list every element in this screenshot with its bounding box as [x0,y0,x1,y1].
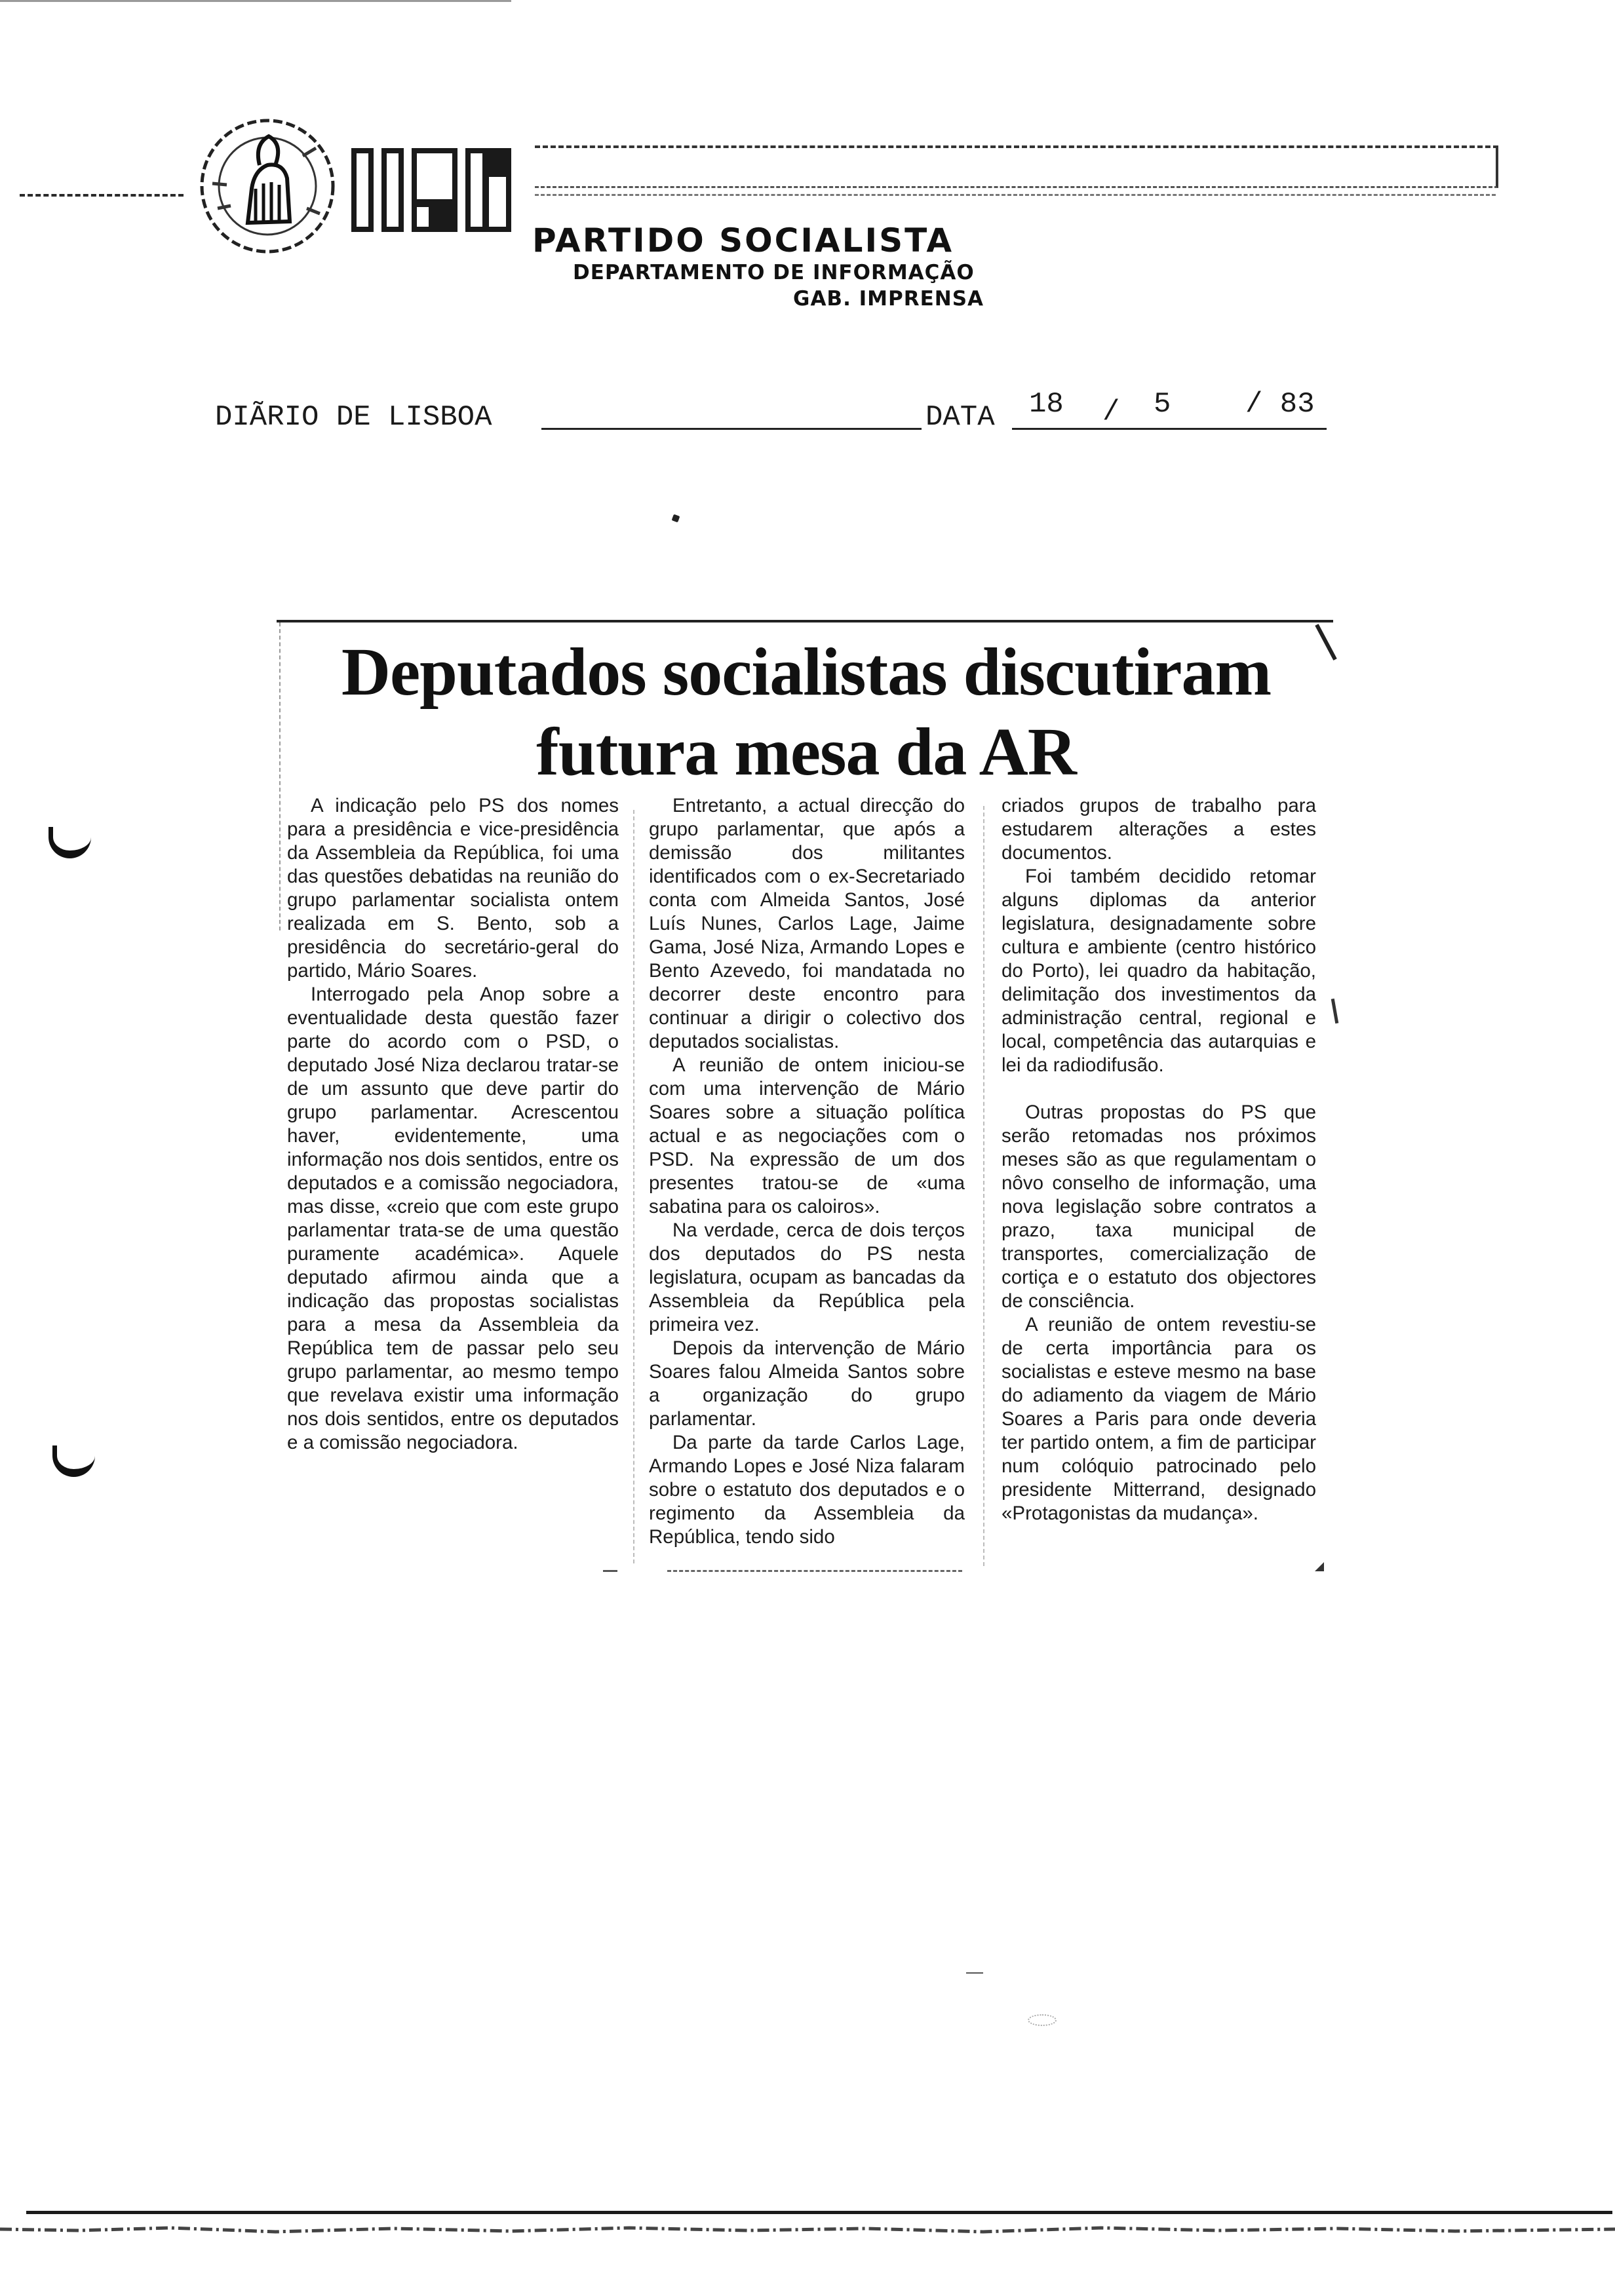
paragraph: Foi também decidido retomar alguns diplomas da anterior legislatura, designadamente sobre cultura e ambiente (centro histórico do Porto), lei quadro da habitação, delimitação dos investimentos da administração central, regional e local, competência das autarquias e lei da radiodifusão. [1002,866,1316,1076]
punch-hole-mark-icon [52,1445,95,1477]
clipping-top-edge [277,620,1333,622]
fist-rose-emblem-icon [191,110,343,262]
paragraph: Interrogado pela Anop sobre a eventualidade desta questão fazer parte do acordo com o PSD, o deputado José Niza declarou tratar-se de um assunto que deve partir do grupo parlamentar. Acrescentou haver, evidentemente, uma informação nos dois sentidos, entre os deputados e a comissão negociadora, mas disse, «creio que com este grupo parlamentar trata-se de uma questão puramente académica». Aquele deputado afirmou ainda que a indicação das propostas socialistas para a mesa da Assembleia da República tem de passar pelo seu grupo parlamentar, ao mesmo tempo que revelava existir uma informação nos dois sentidos, entre os deputados e a comissão negociadora. [287,984,619,1453]
article-headline-line-2: futura mesa da AR [536,714,1076,790]
column-end-mark [667,1570,962,1572]
date-day: 18 [1029,388,1064,421]
letterhead-frame [535,145,1498,188]
publication-name: DIÃRIO DE LISBOA [215,401,492,434]
article-column-3 [1002,794,1316,1525]
paragraph: A reunião de ontem iniciou-se com uma intervenção de Mário Soares sobre a situação política actual e as negociações com o PSD. Na expressão de um dos presentes tratou-se de «uma sabatina para os caloiros». [649,1054,965,1217]
scan-edge-noise [0,2223,1615,2237]
letterhead-left-dash [20,194,184,197]
date-underline [1012,428,1327,430]
paragraph: Da parte da tarde Carlos Lage, Armando Lopes e José Niza falaram sobre o estatuto dos deputados e o regimento da Assembleia da República, tendo sido [649,1432,965,1548]
date-year: / 83 [1245,388,1315,421]
margin-tick [1331,999,1339,1024]
scan-speck [966,1972,983,1974]
scan-speck [1028,2014,1057,2026]
paragraph: Outras propostas do PS que serão retomadas nos próximos meses são as que regulamentam o nôvo conselho de informação, uma nova legislação sobre contratos a prazo, taxa municipal de transportes, comercialização de cortiça e o estatuto dos objectores de consciência. [1002,1101,1316,1312]
scan-bottom-rule [26,2211,1612,2214]
department-name: DEPARTAMENTO DE INFORMAÇÃO [573,261,975,284]
publication-underline [541,428,922,430]
date-separator: / [1102,396,1120,429]
paragraph-gap [1002,1077,1316,1101]
column-divider [983,806,984,1566]
paragraph: Entretanto, a actual direcção do grupo parlamentar, que após a demissão dos militantes identificados com o ex-Secretariado conta com Almeida Santos, José Luís Nunes, Carlos Lage, Jaime Gama, José Niza, Armando Lopes e Bento Azevedo, foi mandatada no decorrer deste encontro para continuar a dirigir o colectivo dos deputados socialistas. [649,795,965,1052]
scan-speck [672,514,680,523]
scan-top-rule [0,0,511,2]
office-name: GAB. IMPRENSA [793,287,984,311]
article-column-2 [649,794,965,1549]
paragraph: criados grupos de trabalho para estudarem alterações a estes documentos. [1002,795,1316,864]
paragraph: Na verdade, cerca de dois terços dos deputados do PS nesta legislatura, ocupam as bancadas da Assembleia da República pela primeira vez. [649,1219,965,1335]
letterhead-underline [535,194,1496,196]
clipping-corner-mark [1315,1562,1324,1571]
paragraph: Depois da intervenção de Mário Soares falou Almeida Santos sobre a organização do grupo parlamentar. [649,1337,965,1430]
date-month: 5 [1154,388,1171,421]
punch-hole-mark-icon [49,827,91,858]
column-divider [633,810,634,1563]
article-headline-line-1: Deputados socialistas discutiram [341,634,1272,710]
article-column-1 [287,794,619,1455]
party-name: PARTIDO SOCIALISTA [532,221,954,259]
paragraph: A reunião de ontem revestiu-se de certa importância para os socialistas e esteve mesmo na base do adiamento da viagem de Mário Soares a Paris para onde deveria ter partido ontem, a fim de participar num colóquio patrocinado pelo presidente Mitterrand, designado «Protagonistas da mudança». [1002,1314,1316,1524]
paragraph: A indicação pelo PS dos nomes para a presidência e vice-presidência da Assembleia da República, foi uma das questões debatidas na reunião do grupo parlamentar socialista ontem realizada em S. Bento, sob a presidência do secretário-geral do partido, Mário Soares. [287,795,619,982]
date-label: DATA [925,401,995,434]
column-end-mark [603,1570,617,1572]
ps-block-letters-icon [347,144,518,236]
